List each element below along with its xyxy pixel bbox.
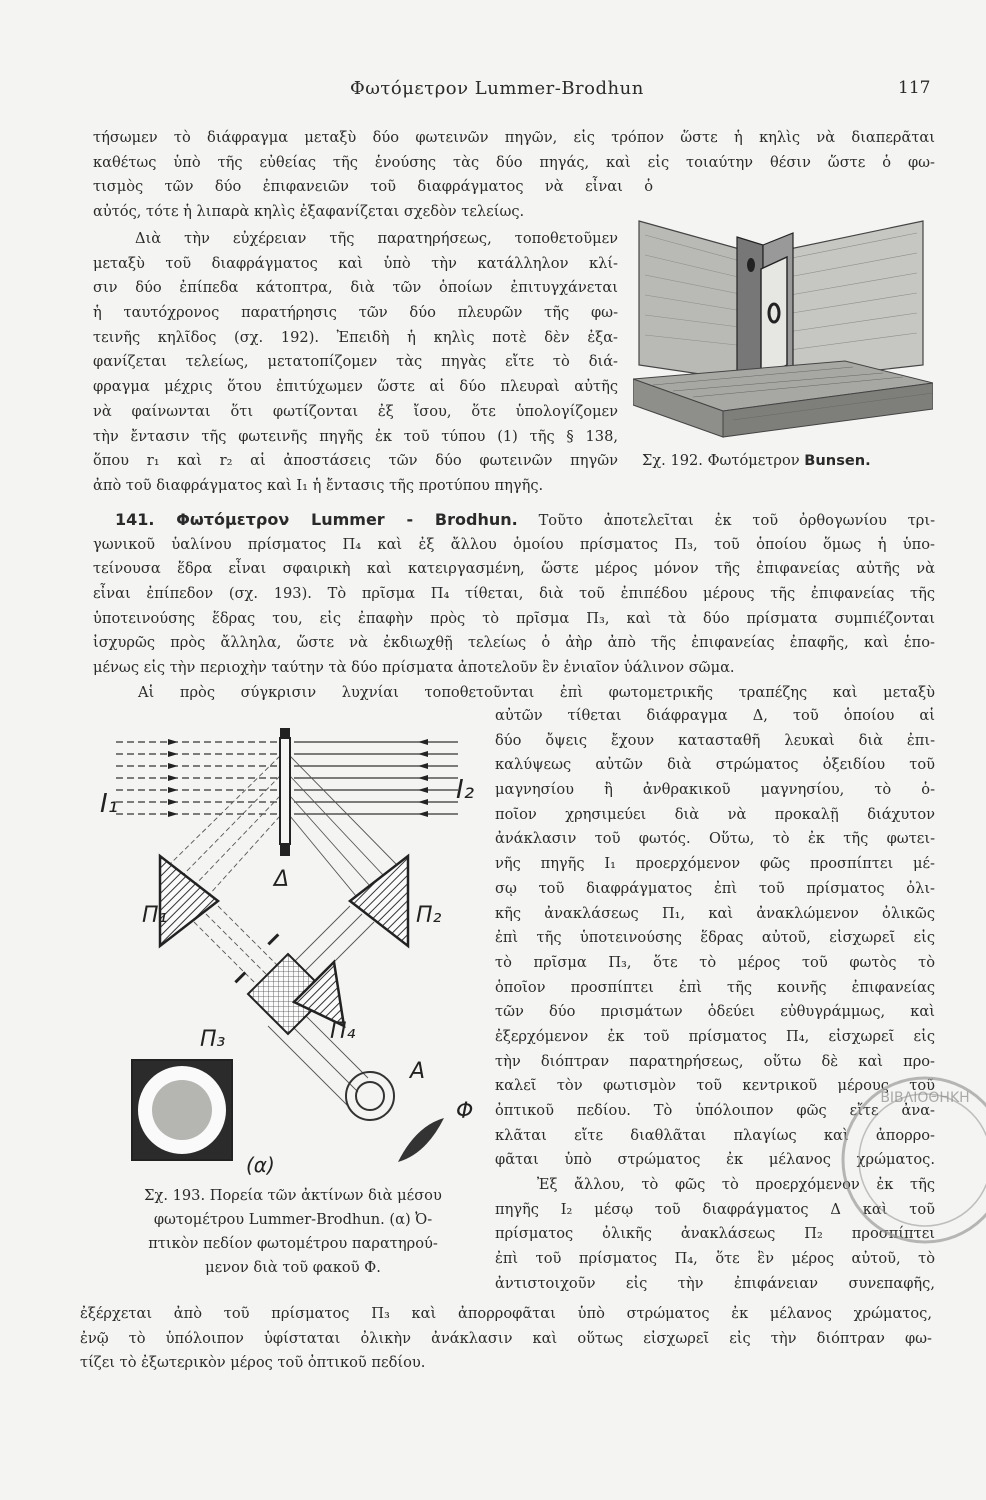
caption-line: Σχ. 193. Πορεία τῶν ἀκτίνων διὰ μέσου [144, 1187, 442, 1204]
page-number: 117 [898, 78, 931, 98]
text-line: μεταξὺ τοῦ διαφράγματος καὶ ὑπὸ τὴν κατάλληλον κλί- [93, 254, 618, 272]
stamp-text: ΒΙΒΛΙΟΘΗΚΗ [880, 1090, 970, 1106]
lummer-brodhun-ray-diagram [98, 726, 494, 1180]
running-header [0, 78, 986, 108]
text-line: μένως εἰς τὴν περιοχὴν ταύτην τὰ δύο πρίσματα ἀποτελοῦν ἓν ἑνιαῖον ὑάλινον σῶμα. [93, 659, 735, 677]
text-line: πηγῆς I₂ μέσῳ τοῦ διαφράγματος Δ καὶ τοῦ [495, 1200, 935, 1218]
text-line: σῳ τοῦ διαφράγματος ἐπὶ τοῦ πρίσματος ὀλι- [495, 879, 935, 897]
text-line: κλᾶται εἴτε διαθλᾶται πλαγίως καὶ ἀπορρο- [495, 1126, 935, 1144]
text-line: Διὰ τὴν εὐχέρειαν τῆς παρατηρήσεως, τοποθετοῦμεν [135, 230, 618, 247]
intro-paragraph [93, 126, 935, 225]
text-line: φᾶται ὑπὸ στρώματος ἐκ μέλανος χρώματος. [495, 1151, 935, 1169]
section-141 [93, 508, 935, 706]
text-line: Αἱ πρὸς σύγκρισιν λυχνίαι τοποθετοῦνται ἐπὶ φωτομετρικῆς τραπέζης καὶ μεταξὺ [138, 683, 935, 701]
section-heading: 141. Φωτόμετρον Lummer - Brodhun. [115, 510, 518, 529]
text-line: τῶν δύο πρισμάτων ὁδεύει εὐθυγράμμως, καὶ [495, 1003, 935, 1021]
text-line: εἶναι ἐπίπεδον (σχ. 193). Τὸ πρῖσμα Π₄ τίθεται, διὰ τοῦ ἐπιπέδου μέρους τῆς ἐπιφανείας τῆς [93, 585, 935, 603]
text-line: ἀπὸ τοῦ διαφράγματος καὶ I₁ ἡ ἔντασις τῆς προτύπου πηγῆς. [93, 476, 544, 494]
label-pi2: Π₂ [416, 903, 442, 928]
text-line: τὴν ἔντασιν τῆς φωτεινῆς πηγῆς ἐκ τοῦ τύπου (1) τῆς § 138, [93, 427, 618, 445]
figure-192-caption-name: Bunsen. [804, 452, 871, 469]
section-first-line [93, 508, 935, 533]
text-line: καλεῖ τὸν φωτισμὸν τοῦ κεντρικοῦ μέρους τοῦ [495, 1077, 935, 1095]
text-line: Ἐξ ἄλλου, τὸ φῶς τὸ προερχόμενον ἐκ τῆς [537, 1176, 935, 1194]
text-line: τεινῆς κηλῖδος (σχ. 192). Ἐπειδὴ ἡ κηλὶς ποτὲ δὲν ἐξα- [93, 328, 618, 346]
text-line: φραγμα μέχρις ὅτου ἐπιτύχωμεν ὥστε αἱ δύο πλευραὶ αὐτῆς [93, 378, 618, 396]
bunsen-photometer-figure [633, 215, 933, 443]
figure-193-caption [98, 1184, 488, 1280]
text-line: ἐξερχόμενον ἐκ τοῦ πρίσματος Π₄, εἰσχωρεῖ εἰς [495, 1027, 935, 1045]
text-line: ἐπὶ τοῦ πρίσματος Π₄, ὅτε ἓν μέρος αὐτοῦ, τὸ [495, 1250, 935, 1268]
text-line: καλύψεως αὐτῶν διὰ στρώματος ὀξειδίου τοῦ [495, 756, 935, 774]
text-line: τήσωμεν τὸ διάφραγμα μεταξὺ δύο φωτεινῶν πηγῶν, εἰς τρόπον ὥστε ἡ κηλὶς νὰ διαπερᾶται [93, 129, 935, 146]
label-a: A [410, 1059, 426, 1084]
label-pi1: Π₁ [142, 903, 168, 928]
text-line: γωνικοῦ ὑαλίνου πρίσματος Π₄ καὶ ἐξ ἄλλου ὁμοίου πρίσματος Π₃, τοῦ ὁποίου ὅμως ἡ ὑπο- [93, 535, 935, 553]
text-line: τὴν διόπτραν παρατηρήσεως, οὕτω δὲ καὶ προ- [495, 1052, 935, 1070]
section-first-line-text: Τοῦτο ἀποτελεῖται ἐκ τοῦ ὀρθογωνίου τρι- [538, 512, 935, 529]
text-line: τείνουσα ἕδρα εἶναι σφαιρικὴ καὶ κατειργασμένη, ὥστε μέρος μόνον τῆς ἐπιφανείας αὐτῆς νὰ [93, 560, 935, 578]
label-pi4: Π₄ [330, 1019, 356, 1044]
right-column-paragraph [495, 704, 935, 1297]
text-line: ποῖον χρησιμεύει διὰ νὰ προκαλῇ διάχυτον [495, 805, 935, 823]
label-phi: Φ [456, 1099, 474, 1124]
caption-line: πτικὸν πεδίον φωτομέτρου παρατηρού- [148, 1235, 438, 1252]
final-paragraph [80, 1302, 932, 1376]
caption-line: μενον διὰ τοῦ φακοῦ Φ. [205, 1259, 381, 1276]
text-line: ἡ ταυτόχρονος παρατήρησις τῶν δύο πλευρῶν τῆς φω- [93, 304, 618, 322]
text-line: σιν δύο ἐπίπεδα κάτοπτρα, διὰ τῶν ὁποίων ἐπιτυγχάνεται [93, 279, 618, 297]
text-line: ὅπου r₁ καὶ r₂ αἱ ἀποστάσεις τῶν δύο φωτεινῶν πηγῶν [93, 452, 618, 470]
text-line: ὑποτεινούσης ἕδρας του, εἰς ἐπαφὴν πρὸς τὸ πρῖσμα Π₃, καὶ τὰ δύο πρίσματα συμπιέζονται [93, 609, 935, 627]
text-line: ἐξέρχεται ἀπὸ τοῦ πρίσματος Π₃ καὶ ἀπορροφᾶται ὑπὸ στρώματος ἐκ μέλανος χρώματος, [80, 1305, 932, 1322]
text-line: τίζει τὸ ἐξωτερικὸν μέρος τοῦ ὀπτικοῦ πεδίου. [80, 1354, 426, 1372]
text-line: φανίζεται τελείως, μετατοπίζομεν τὰς πηγὰς εἴτε τὸ διά- [93, 353, 618, 371]
text-line: ἀντιστοιχοῦν εἰς τὴν ἐπιφάνειαν συνεπαφῆς, [495, 1274, 935, 1292]
mirrors-paragraph [93, 227, 618, 499]
text-line: ὁποῖον προσπίπτει ἐπὶ τῆς κοινῆς ἐπιφανείας [495, 978, 935, 996]
text-line: μαγνησίου ἢ ἀνθρακικοῦ μαγνησίου, τὸ ὁ- [495, 781, 935, 799]
text-line: ὀπτικοῦ πεδίου. Τὸ ὑπόλοιπον φῶς εἴτε ἀνα- [495, 1102, 935, 1119]
caption-line: φωτομέτρου Lummer-Brodhun. (α) Ὀ- [153, 1211, 433, 1228]
text-line: καθέτως ὑπὸ τῆς εὐθείας τῆς ἑνούσης τὰς δύο πηγάς, καὶ εἰς τοιαύτην θέσιν ὥστε ὁ φω- [93, 153, 935, 171]
label-delta: Δ [274, 867, 290, 892]
text-line: κῆς ἀνακλάσεως Π₁, καὶ ἀνακλώμενον ὀλικῶς [495, 904, 935, 922]
text-line: ἐπὶ τῆς ὑποτεινούσης ἕδρας αὐτοῦ, εἰσχωρεῖ εἰς [495, 929, 935, 947]
label-i1: I₁ [100, 789, 119, 819]
text-line: νῆς πηγῆς I₁ προερχόμενον φῶς προσπίπτει μέ- [495, 855, 935, 873]
figure-192-caption [642, 452, 871, 469]
running-title: Φωτόμετρον Lummer-Brodhun [350, 78, 644, 99]
text-line: ἀνάκλασιν τοῦ φωτός. Οὕτω, τὸ ἐκ τῆς φωτει- [495, 830, 935, 848]
figure-192-caption-prefix: Σχ. 192. Φωτόμετρον [642, 452, 800, 469]
text-line: ἰσχυρῶς πρὸς ἄλληλα, ὥστε νὰ ἐκδιωχθῇ τελείως ὁ ἀὴρ ἀπὸ τῆς ἐπιφανείας ἐπαφῆς, καὶ ἑπο- [93, 634, 935, 652]
text-line: αὐτός, τότε ἡ λιπαρὰ κηλὶς ἐξαφανίζεται σχεδὸν τελείως. [93, 203, 525, 221]
text-line: δύο ὄψεις ἔχουν κατασταθῆ λευκαὶ διὰ ἐπι- [495, 731, 935, 749]
label-i2: I₂ [456, 775, 475, 805]
text-line: ἐνῷ τὸ ὑπόλοιπον ὑφίσταται ὀλικὴν ἀνάκλασιν καὶ οὕτως εἰσχωρεῖ εἰς τὴν διόπτραν φω- [80, 1329, 932, 1347]
label-alpha: (α) [246, 1153, 275, 1177]
text-line: πρίσματος ὀλικῆς ἀνακλάσεως Π₂ προσπίπτει [495, 1225, 935, 1243]
label-pi3: Π₃ [200, 1027, 226, 1052]
text-line: αὐτῶν τίθεται διάφραγμα Δ, τοῦ ὁποίου αἱ [495, 707, 935, 724]
text-line: τισμὸς τῶν δύο ἐπιφανειῶν τοῦ διαφράγματος νὰ εἶναι ὁ [93, 178, 653, 196]
text-line: τὸ πρῖσμα Π₃, ὅτε τὸ μέρος τοῦ φωτὸς τὸ [495, 953, 935, 971]
text-line: νὰ φαίνωνται ὅτι φωτίζονται ἐξ ἴσου, ὅτε ὑπολογίζομεν [93, 402, 618, 420]
